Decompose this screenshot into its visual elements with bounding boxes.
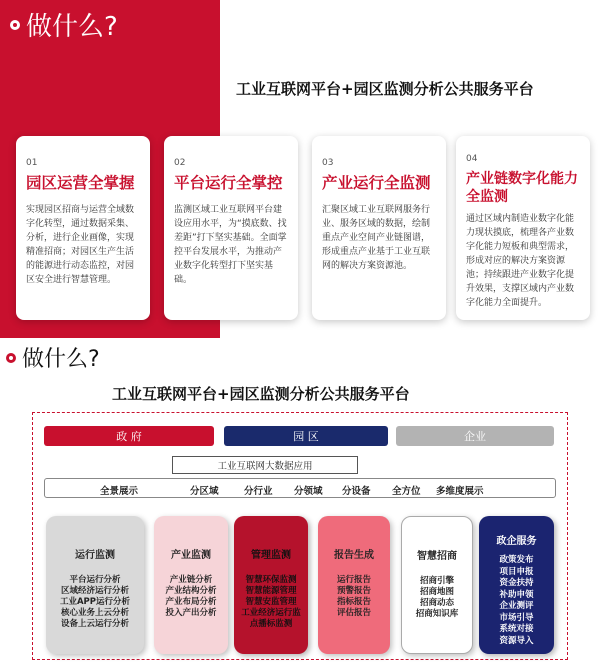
module-item: 系统对接 bbox=[499, 624, 534, 634]
card-1 bbox=[16, 136, 150, 320]
card-3 bbox=[312, 136, 446, 320]
dimension-label: 多维度展示 bbox=[436, 486, 484, 497]
dimension-label: 全方位 bbox=[392, 486, 421, 497]
dimension-label: 全景展示 bbox=[100, 486, 139, 497]
card-number: 04 bbox=[466, 154, 478, 164]
module-item: 评估报告 bbox=[336, 608, 371, 618]
module-item: 招商知识库 bbox=[415, 609, 459, 619]
card-title: 平台运行全掌控 bbox=[174, 174, 283, 192]
park-bar: 园 区 bbox=[224, 426, 388, 446]
card-4 bbox=[456, 136, 590, 320]
circle-bullet-icon bbox=[6, 353, 16, 363]
section1-heading bbox=[10, 6, 118, 43]
module-item: 企业测评 bbox=[499, 601, 534, 611]
module-item: 产业结构分析 bbox=[165, 586, 217, 596]
module-industry-monitoring bbox=[154, 516, 228, 654]
dimension-label: 分领域 bbox=[294, 486, 323, 497]
module-title: 管理监测 bbox=[251, 550, 291, 561]
section2-title: 工业互联网平台+园区监测分析公共服务平台 bbox=[112, 385, 410, 403]
dimension-label: 分区域 bbox=[190, 486, 219, 497]
module-item: 招商动态 bbox=[419, 598, 454, 608]
module-title: 产业监测 bbox=[171, 550, 211, 561]
module-item: 指标报告 bbox=[336, 597, 371, 607]
module-title: 智慧招商 bbox=[417, 551, 457, 562]
module-item: 产业布局分析 bbox=[165, 597, 217, 607]
section1-title: 工业互联网平台+园区监测分析公共服务平台 bbox=[236, 80, 534, 98]
module-item: 招商地图 bbox=[419, 587, 454, 597]
section2-heading bbox=[6, 342, 100, 373]
module-report-generation bbox=[318, 516, 390, 654]
card-body: 监测区域工业互联网平台建设应用水平，为“摸底数、找差距”打下坚实基础。全面掌控平台发展水平，为推动产业数字化转型打下坚实基础。 bbox=[174, 205, 287, 285]
module-item: 运行报告 bbox=[336, 575, 371, 585]
card-number: 03 bbox=[322, 158, 334, 168]
module-item: 预警报告 bbox=[336, 586, 371, 596]
module-title: 运行监测 bbox=[75, 550, 115, 561]
module-item: 智慧环保监测 bbox=[245, 575, 297, 585]
module-item: 核心业务上云分析 bbox=[60, 608, 129, 618]
dimension-label: 分行业 bbox=[244, 486, 273, 497]
module-title: 政企服务 bbox=[496, 536, 537, 547]
module-item: 工业APP运行分析 bbox=[59, 597, 131, 607]
card-title: 园区运营全掌握 bbox=[26, 174, 135, 192]
module-item: 工业经济运行监 bbox=[241, 608, 301, 618]
section1-heading-text: 做什么? bbox=[26, 12, 118, 42]
module-item: 产业链分析 bbox=[169, 575, 213, 585]
module-item: 智慧安监管理 bbox=[245, 597, 297, 607]
module-item: 投入产出分析 bbox=[165, 608, 217, 618]
module-item: 智慧能源管理 bbox=[245, 586, 297, 596]
module-gov-enterprise-service bbox=[479, 516, 554, 654]
module-item: 资源导入 bbox=[499, 635, 534, 646]
module-item: 区域经济运行分析 bbox=[60, 586, 129, 596]
module-item: 点播标监测 bbox=[249, 619, 293, 629]
module-item: 招商引擎 bbox=[419, 576, 454, 586]
card-body: 通过区域内制造业数字化能力现状摸底，梳理各产业数字化能力短板和典型需求，形成对应的解决方案资源池；持续跟进产业数字化提升效果，支撑区域内产业数字化能力全面提升。 bbox=[466, 214, 575, 308]
module-title: 报告生成 bbox=[334, 550, 374, 561]
circle-bullet-icon bbox=[10, 20, 20, 30]
dimension-label: 分设备 bbox=[342, 486, 371, 497]
module-item: 项目申报 bbox=[499, 566, 534, 577]
module-item: 补助申领 bbox=[499, 589, 534, 600]
card-number: 01 bbox=[26, 158, 38, 168]
module-item: 政策发布 bbox=[499, 555, 534, 565]
module-item: 设备上云运行分析 bbox=[60, 619, 129, 629]
card-title: 产业链数字化能力全监测 bbox=[466, 171, 578, 205]
card-2 bbox=[164, 136, 298, 320]
card-title: 产业运行全监测 bbox=[322, 174, 431, 192]
module-item: 市场引导 bbox=[499, 612, 534, 623]
government-bar: 政 府 bbox=[44, 426, 214, 446]
module-item: 平台运行分析 bbox=[69, 575, 121, 585]
enterprise-bar: 企业 bbox=[396, 426, 554, 446]
module-operation-monitoring bbox=[46, 516, 144, 654]
module-item: 资金扶持 bbox=[499, 578, 534, 588]
card-number: 02 bbox=[174, 158, 186, 168]
section2-heading-text: 做什么? bbox=[22, 347, 100, 372]
module-management-monitoring bbox=[234, 516, 308, 654]
module-smart-investment bbox=[401, 516, 473, 654]
bigdata-label: 工业互联网大数据应用 bbox=[172, 456, 358, 474]
card-body: 汇聚区域工业互联网服务行业、服务区域的数据，绘制重点产业空间产业链图谱，形成重点产业基于工业互联网的解决方案资源池。 bbox=[322, 205, 431, 271]
card-body: 实现园区招商与运营全域数字化转型，通过数据采集、分析，进行企业画像，实现精准招商；对园区生产生活的能源进行动态监控，对园区安全进行智慧管理。 bbox=[26, 205, 135, 285]
